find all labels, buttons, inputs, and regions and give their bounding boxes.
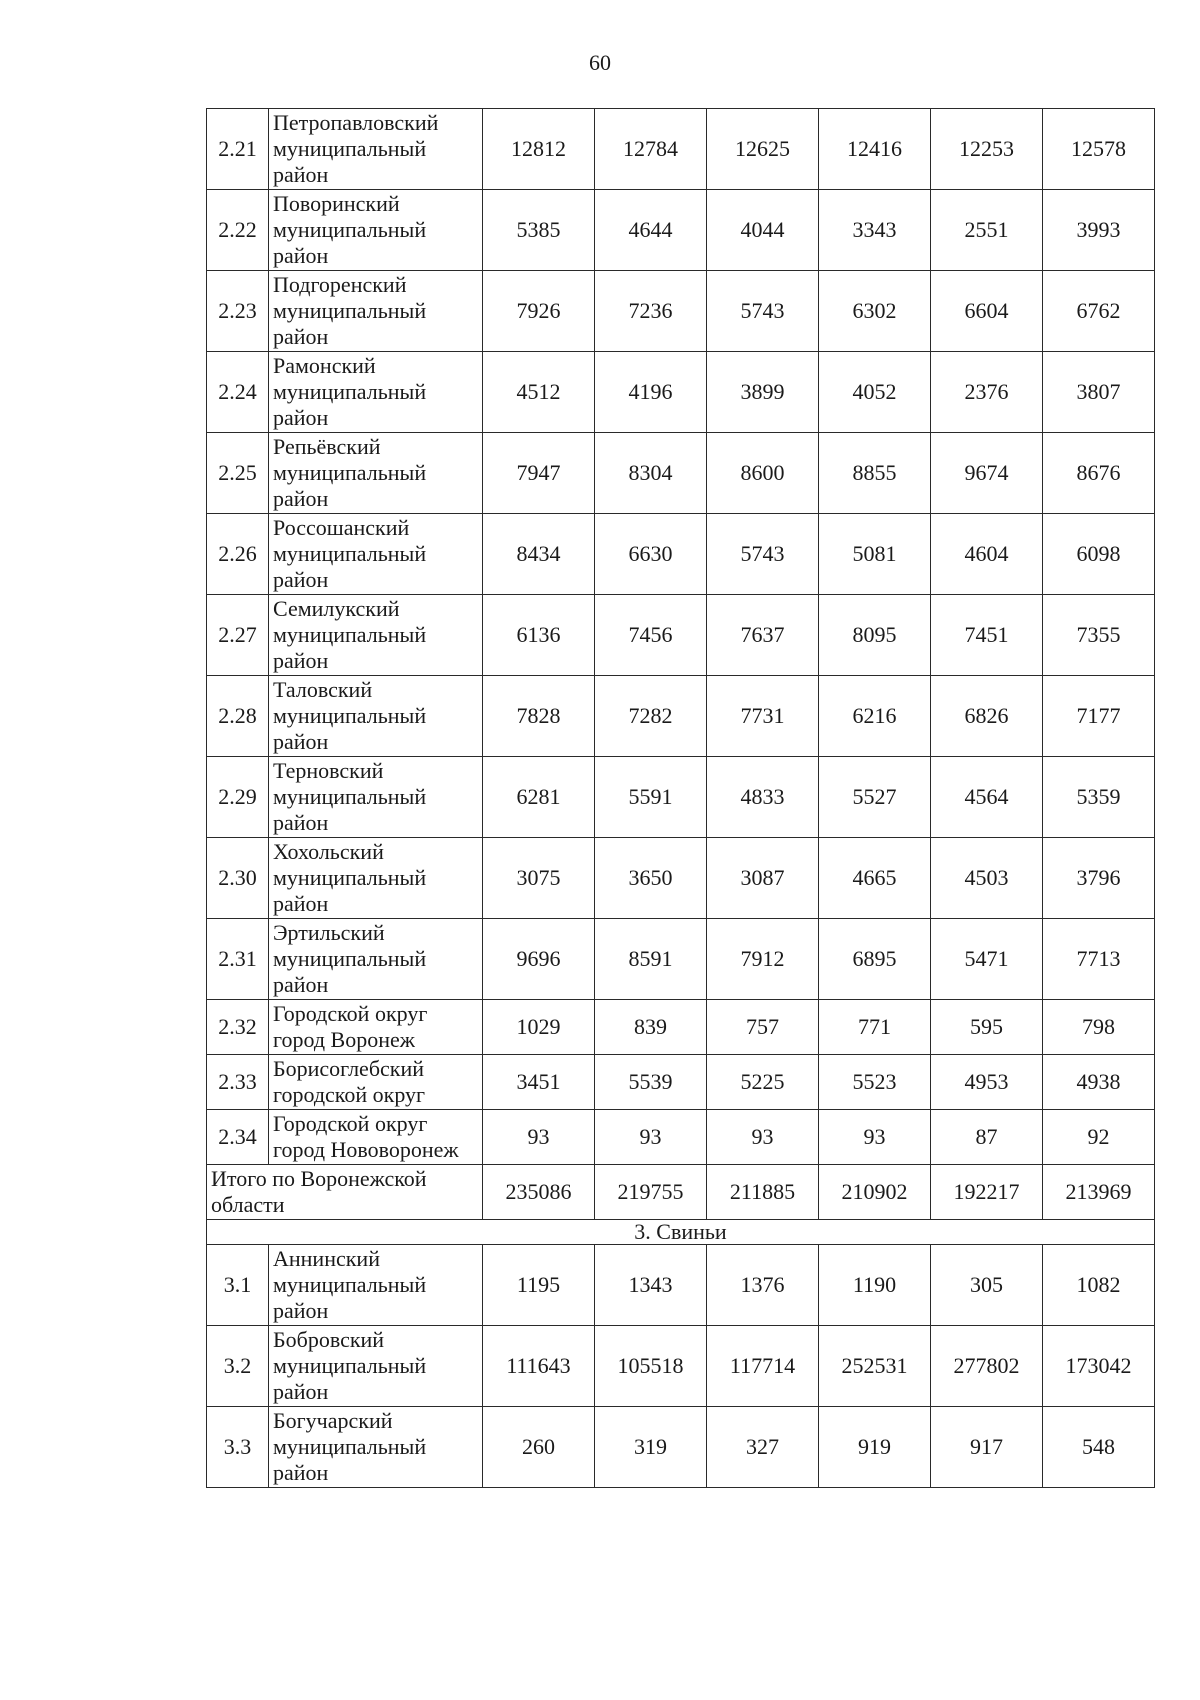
row-value: 3807 (1043, 352, 1155, 433)
row-value: 7731 (707, 676, 819, 757)
row-value: 7236 (595, 271, 707, 352)
row-value: 6098 (1043, 514, 1155, 595)
row-value: 7177 (1043, 676, 1155, 757)
row-value: 93 (819, 1110, 931, 1165)
row-value: 7912 (707, 919, 819, 1000)
row-value: 4644 (595, 190, 707, 271)
row-value: 7282 (595, 676, 707, 757)
row-code: 2.21 (207, 109, 269, 190)
livestock-table (206, 108, 1155, 1488)
page-number: 60 (589, 50, 611, 75)
row-code: 2.24 (207, 352, 269, 433)
row-value: 771 (819, 1000, 931, 1055)
row-value: 9674 (931, 433, 1043, 514)
total-value: 235086 (483, 1165, 595, 1220)
table-row (207, 919, 1155, 1000)
row-value: 798 (1043, 1000, 1155, 1055)
table-row (207, 676, 1155, 757)
total-value: 211885 (707, 1165, 819, 1220)
row-value: 3796 (1043, 838, 1155, 919)
row-value: 117714 (707, 1326, 819, 1407)
row-value: 5523 (819, 1055, 931, 1110)
row-value: 87 (931, 1110, 1043, 1165)
row-name: Бобровский муниципальный район (269, 1326, 483, 1407)
table-row (207, 433, 1155, 514)
table-row (207, 1326, 1155, 1407)
row-value: 7926 (483, 271, 595, 352)
row-value: 277802 (931, 1326, 1043, 1407)
table-row (207, 514, 1155, 595)
row-value: 5743 (707, 271, 819, 352)
row-value: 595 (931, 1000, 1043, 1055)
table-row (207, 1245, 1155, 1326)
row-value: 305 (931, 1245, 1043, 1326)
row-value: 7947 (483, 433, 595, 514)
row-name: Городской округ город Нововоронеж (269, 1110, 483, 1165)
row-value: 4938 (1043, 1055, 1155, 1110)
row-value: 252531 (819, 1326, 931, 1407)
row-value: 5527 (819, 757, 931, 838)
row-name: Репьёвский муниципальный район (269, 433, 483, 514)
row-code: 2.28 (207, 676, 269, 757)
row-value: 3993 (1043, 190, 1155, 271)
row-code: 2.26 (207, 514, 269, 595)
table-row (207, 595, 1155, 676)
row-name: Рамонский муниципальный район (269, 352, 483, 433)
row-value: 3343 (819, 190, 931, 271)
row-value: 7355 (1043, 595, 1155, 676)
row-value: 4503 (931, 838, 1043, 919)
row-value: 4512 (483, 352, 595, 433)
row-value: 4052 (819, 352, 931, 433)
row-value: 839 (595, 1000, 707, 1055)
row-code: 3.3 (207, 1407, 269, 1488)
row-code: 2.25 (207, 433, 269, 514)
row-value: 757 (707, 1000, 819, 1055)
row-value: 2376 (931, 352, 1043, 433)
row-value: 6895 (819, 919, 931, 1000)
row-value: 1190 (819, 1245, 931, 1326)
row-value: 8095 (819, 595, 931, 676)
row-code: 2.23 (207, 271, 269, 352)
row-value: 7456 (595, 595, 707, 676)
row-code: 3.1 (207, 1245, 269, 1326)
row-value: 7828 (483, 676, 595, 757)
row-value: 12416 (819, 109, 931, 190)
rows-before (207, 109, 1155, 1165)
row-value: 6302 (819, 271, 931, 352)
row-value: 9696 (483, 919, 595, 1000)
table-row (207, 1110, 1155, 1165)
row-value: 111643 (483, 1326, 595, 1407)
total-section (207, 1165, 1155, 1245)
row-value: 1082 (1043, 1245, 1155, 1326)
total-value: 192217 (931, 1165, 1043, 1220)
row-value: 5539 (595, 1055, 707, 1110)
row-name: Подгоренский муниципальный район (269, 271, 483, 352)
row-value: 3451 (483, 1055, 595, 1110)
row-value: 4665 (819, 838, 931, 919)
row-value: 12253 (931, 109, 1043, 190)
row-value: 93 (707, 1110, 819, 1165)
row-value: 5471 (931, 919, 1043, 1000)
row-name: Эртильский муниципальный район (269, 919, 483, 1000)
row-value: 327 (707, 1407, 819, 1488)
row-value: 5385 (483, 190, 595, 271)
row-value: 319 (595, 1407, 707, 1488)
row-value: 6216 (819, 676, 931, 757)
total-value: 210902 (819, 1165, 931, 1220)
row-value: 3899 (707, 352, 819, 433)
row-value: 8591 (595, 919, 707, 1000)
row-value: 1376 (707, 1245, 819, 1326)
row-value: 5225 (707, 1055, 819, 1110)
row-value: 2551 (931, 190, 1043, 271)
section-heading: 3. Свиньи (207, 1220, 1155, 1245)
row-value: 8600 (707, 433, 819, 514)
row-code: 2.33 (207, 1055, 269, 1110)
row-value: 12625 (707, 109, 819, 190)
table-row (207, 352, 1155, 433)
row-value: 1029 (483, 1000, 595, 1055)
table-row (207, 1055, 1155, 1110)
row-value: 6281 (483, 757, 595, 838)
row-code: 2.29 (207, 757, 269, 838)
row-name: Россошанский муниципальный район (269, 514, 483, 595)
row-value: 917 (931, 1407, 1043, 1488)
row-code: 2.31 (207, 919, 269, 1000)
row-value: 5359 (1043, 757, 1155, 838)
row-value: 3087 (707, 838, 819, 919)
row-value: 6136 (483, 595, 595, 676)
row-value: 4604 (931, 514, 1043, 595)
row-value: 8855 (819, 433, 931, 514)
row-value: 4833 (707, 757, 819, 838)
row-value: 8676 (1043, 433, 1155, 514)
row-code: 3.2 (207, 1326, 269, 1407)
row-value: 260 (483, 1407, 595, 1488)
row-value: 3650 (595, 838, 707, 919)
row-value: 92 (1043, 1110, 1155, 1165)
row-name: Богучарский муниципальный район (269, 1407, 483, 1488)
row-value: 105518 (595, 1326, 707, 1407)
row-value: 12812 (483, 109, 595, 190)
table-row (207, 757, 1155, 838)
row-value: 4196 (595, 352, 707, 433)
table-row (207, 271, 1155, 352)
row-code: 2.22 (207, 190, 269, 271)
row-code: 2.27 (207, 595, 269, 676)
row-name: Поворинский муниципальный район (269, 190, 483, 271)
row-value: 5743 (707, 514, 819, 595)
row-name: Хохольский муниципальный район (269, 838, 483, 919)
row-value: 3075 (483, 838, 595, 919)
row-code: 2.34 (207, 1110, 269, 1165)
table-row (207, 1407, 1155, 1488)
row-name: Городской округ город Воронеж (269, 1000, 483, 1055)
total-row (207, 1165, 1155, 1220)
row-value: 93 (483, 1110, 595, 1165)
row-value: 548 (1043, 1407, 1155, 1488)
row-value: 6826 (931, 676, 1043, 757)
row-value: 5081 (819, 514, 931, 595)
row-value: 8304 (595, 433, 707, 514)
total-label: Итого по Воронежской области (207, 1165, 483, 1220)
table-row (207, 190, 1155, 271)
row-name: Семилукский муниципальный район (269, 595, 483, 676)
rows-after (207, 1245, 1155, 1488)
row-value: 5591 (595, 757, 707, 838)
row-value: 4044 (707, 190, 819, 271)
row-value: 7451 (931, 595, 1043, 676)
row-value: 1343 (595, 1245, 707, 1326)
row-value: 1195 (483, 1245, 595, 1326)
table-row (207, 838, 1155, 919)
total-value: 213969 (1043, 1165, 1155, 1220)
row-name: Петропавловский муниципальный район (269, 109, 483, 190)
row-value: 919 (819, 1407, 931, 1488)
row-value: 8434 (483, 514, 595, 595)
row-value: 4564 (931, 757, 1043, 838)
section-row (207, 1220, 1155, 1245)
row-code: 2.30 (207, 838, 269, 919)
row-value: 4953 (931, 1055, 1043, 1110)
row-value: 6630 (595, 514, 707, 595)
row-name: Аннинский муниципальный район (269, 1245, 483, 1326)
row-value: 12578 (1043, 109, 1155, 190)
row-value: 6762 (1043, 271, 1155, 352)
row-value: 7713 (1043, 919, 1155, 1000)
row-value: 12784 (595, 109, 707, 190)
row-name: Таловский муниципальный район (269, 676, 483, 757)
table-row (207, 1000, 1155, 1055)
table-row (207, 109, 1155, 190)
row-name: Терновский муниципальный район (269, 757, 483, 838)
total-value: 219755 (595, 1165, 707, 1220)
row-value: 93 (595, 1110, 707, 1165)
row-value: 6604 (931, 271, 1043, 352)
row-value: 173042 (1043, 1326, 1155, 1407)
row-code: 2.32 (207, 1000, 269, 1055)
row-value: 7637 (707, 595, 819, 676)
row-name: Борисоглебский городской округ (269, 1055, 483, 1110)
